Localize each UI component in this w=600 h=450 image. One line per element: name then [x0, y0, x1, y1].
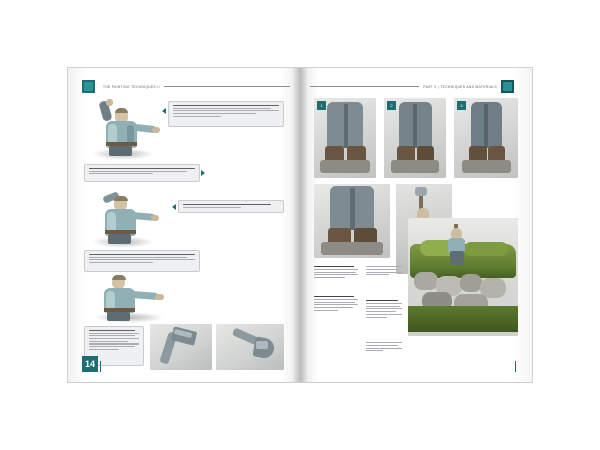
caption-step-20	[314, 266, 358, 280]
left-page-number	[82, 356, 101, 372]
caption-arrow-15-icon	[201, 170, 205, 176]
photo-three-quarter-view	[384, 98, 446, 178]
photo-step-16-figure	[84, 188, 162, 248]
right-page-header	[310, 82, 518, 91]
book-logo-icon	[501, 80, 514, 93]
right-page	[300, 68, 532, 382]
caption-step-16	[178, 200, 284, 213]
caption-step-21	[314, 296, 358, 313]
caption-extra-text	[366, 342, 402, 353]
miniature-illustration	[84, 188, 162, 248]
miniature-illustration	[84, 274, 204, 322]
page-number-box	[82, 356, 98, 372]
caption-step-22	[366, 300, 402, 319]
photo-axe-detail	[216, 324, 284, 370]
photo-step-17-figure	[84, 274, 204, 322]
page-number-rule	[100, 361, 101, 372]
photo-front-view	[314, 98, 376, 178]
photo-legs-detail	[314, 184, 390, 258]
caption-step-14	[168, 101, 284, 127]
caption-step-17	[84, 250, 200, 272]
right-page-header-title: PART 2 | TECHNIQUES AND MATERIALS	[423, 84, 497, 89]
book-spread	[68, 68, 532, 382]
photo-label-3: 3	[457, 101, 466, 110]
right-page-number	[515, 361, 518, 372]
caption-arrow-14-icon	[162, 108, 166, 114]
photo-label-1: 1	[317, 101, 326, 110]
header-rule	[310, 86, 419, 87]
page-number-rule	[515, 361, 516, 372]
caption-arrow-16-icon	[172, 204, 176, 210]
caption-step-15	[84, 164, 200, 182]
photo-step-14-figure	[84, 98, 162, 160]
miniature-illustration	[84, 98, 162, 160]
photo-side-view	[454, 98, 518, 178]
caption-step-20-col2	[366, 266, 402, 277]
header-rule	[164, 86, 290, 87]
left-page	[68, 68, 300, 382]
left-page-header	[82, 82, 290, 91]
photo-diorama-base	[408, 218, 518, 336]
photo-label-2: 2	[387, 101, 396, 110]
photo-hammer-detail	[150, 324, 212, 370]
left-page-header-title: THE PAINTING TECHNIQUES II	[103, 84, 160, 89]
page-number-text: 14	[84, 359, 95, 369]
book-logo-icon	[82, 80, 95, 93]
